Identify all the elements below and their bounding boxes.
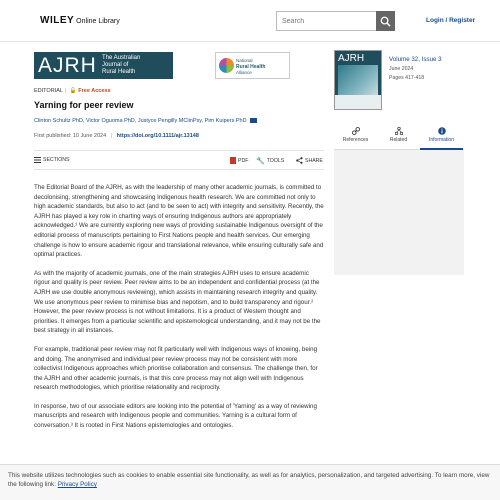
cover-title: AJRH [338, 53, 365, 64]
link-icon [352, 127, 360, 135]
alliance-logo [215, 52, 290, 79]
cookie-text: This website utilizes technologies such as cookies to enable essential site functionality, as well as for analytics, personalization, and targeted advertising. To learn more, view the following link: [8, 472, 490, 488]
doi-link[interactable]: https://doi.org/10.1111/ajr.13148 [116, 133, 199, 139]
publication-info [34, 133, 199, 139]
wrench-icon: 🔧 [256, 158, 265, 165]
tools-label: TOOLS [266, 158, 285, 164]
author-list[interactable] [34, 118, 257, 124]
share-button[interactable] [296, 157, 323, 164]
journal-abbr: AJRH [38, 54, 97, 77]
free-access-badge: Free Access [78, 88, 111, 94]
article-body [34, 183, 324, 440]
site-header [0, 0, 500, 42]
issue-date: June 2024 [389, 66, 414, 72]
cookie-banner [0, 464, 500, 500]
tools-button[interactable] [256, 157, 284, 165]
alliance-line-3: Alliance [236, 70, 252, 75]
tab-information-label: Information [428, 137, 454, 143]
published-date: 10 June 2024 [72, 133, 107, 139]
journal-name-line-1: The Australian [102, 55, 141, 61]
wiley-logo[interactable] [40, 15, 120, 26]
lock-open-icon: 🔓 [69, 88, 77, 94]
tab-related-label: Related [389, 137, 408, 143]
issue-link[interactable]: Volume 32, Issue 3 [389, 56, 442, 63]
sidebar-tabs [334, 124, 464, 150]
section-label: EDITORIAL [34, 88, 63, 94]
article-toolbar [34, 150, 324, 170]
search-button[interactable] [376, 11, 395, 31]
paragraph-2: As with the majority of academic journals, one of the main strategies AJRH uses to ensure academic rigour and quality is peer review. Peer review aims to be an independent and confidential process (at the AJRH we use double anonymous reviewing), which assists in maintaining research integrity and quality. We use anonymous peer review to minimise bias and nepotism, and to build transparency and rigour.² However, the peer review process is not without limitations. It is a product of Western thought and priorities. It emerges from a particular scientific and epistemological understanding, and it may not be the best strategy in all instances. [34, 269, 321, 335]
tab-references-label: References [342, 137, 369, 143]
published-label: First published: [34, 133, 72, 139]
logo-subtext: Online Library [76, 18, 120, 25]
network-icon [395, 127, 403, 135]
logo-text: WILEY [40, 15, 75, 26]
login-register-link[interactable]: Login / Register [426, 17, 476, 24]
alliance-line-2: Rural Health [236, 63, 266, 70]
tab-information[interactable] [420, 124, 463, 150]
alliance-line-1: National [236, 58, 253, 63]
sections-button[interactable] [34, 157, 70, 163]
tab-related[interactable] [377, 124, 420, 150]
separator: | [110, 133, 113, 139]
alliance-name [236, 58, 265, 76]
ajrh-logo [34, 52, 173, 79]
share-label: SHARE [305, 157, 323, 164]
journal-banner[interactable] [34, 52, 266, 79]
pdf-icon [230, 157, 236, 164]
list-icon [34, 157, 41, 163]
pdf-button[interactable] [230, 157, 248, 164]
share-icon [296, 157, 303, 164]
authors-text[interactable]: Clinton Schultz PhD, Victor Oguoma PhD, Justyce Pengilly MClinPsy, Pim Kuipers PhD [34, 118, 247, 124]
paragraph-1: The Editorial Board of the AJRH, as with the leadership of many other academic journals, is committed to decolonising, strengthening and showcasing Indigenous health research. We are committed not only to high academic standards, but also to act (and to be seen to act) with integrity and sensitivity. Recently, the AJRH has played a key role in charting ways of ensuring Indigenous authors are appropriately acknowledged.¹ We are currently exploring new ways of providing sustainable Indigenous oversight of the editorial process of manuscripts pertaining to First Nations people and health services. Our emerging challenge is how to ensure academic rigour and translational relevance, while ensuring culturally safe and optimal practices. [34, 184, 324, 259]
journal-name-line-2: Journal of [102, 62, 129, 68]
article-title: Yarning for peer review [34, 100, 134, 110]
cover-footer [335, 95, 381, 109]
info-icon [438, 127, 446, 135]
cover-image [338, 65, 378, 95]
journal-name [102, 55, 140, 76]
paragraph-4: In response, two of our associate editors are looking into the potential of 'Yarning' as a way of reviewing manuscripts and research with Indigenous people and communities. Yarning is a cultural form of conversation.³ It is rooted in First Nations epistemologies and ontologies. [34, 402, 317, 430]
separator: | [64, 88, 67, 94]
sections-label: SECTIONS [43, 157, 70, 163]
article-type [34, 88, 111, 94]
email-icon[interactable] [250, 118, 257, 123]
privacy-policy-link[interactable]: Privacy Policy [57, 481, 97, 488]
journal-cover[interactable] [334, 50, 382, 110]
information-panel [334, 150, 464, 275]
alliance-emblem-icon [219, 58, 234, 73]
search-input[interactable] [276, 11, 376, 31]
journal-name-line-3: Rural Health [102, 69, 136, 75]
tab-references[interactable] [334, 124, 377, 150]
paragraph-3: For example, traditional peer review may not fit particularly well with Indigenous ways of knowing, being and doing. The anonymised and individual peer review process may not be consistent with more collectivist Indigenous approaches which prioritise collaboration and consensus. The challenge then, for the AJRH and other academic journals, is that this core process may not align well with Indigenous research methodologies, which prioritise relationality and reciprocity. [34, 345, 318, 392]
issue-pages: Pages 417-418 [389, 75, 425, 81]
pdf-label: PDF [238, 157, 249, 164]
search-icon [380, 16, 391, 27]
